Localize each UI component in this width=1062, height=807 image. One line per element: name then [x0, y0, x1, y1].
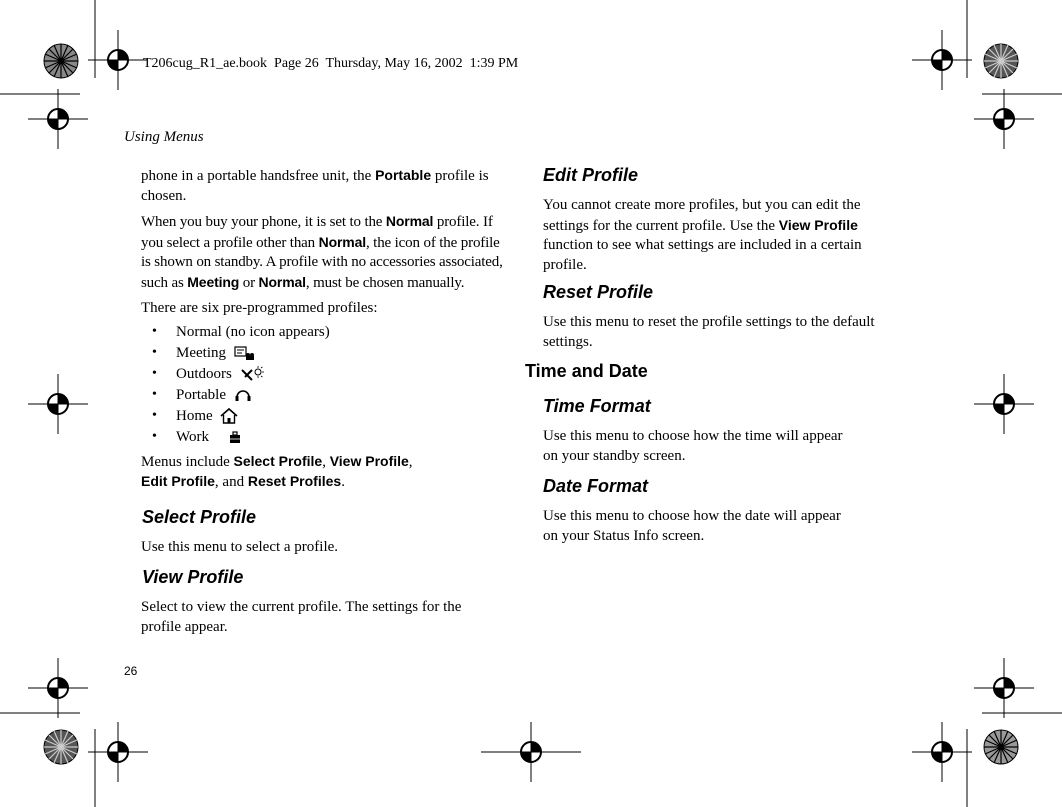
list-item: [152, 427, 511, 448]
text-run: on your standby screen.: [543, 447, 686, 464]
text-run: When you buy your phone, it is set to the: [141, 214, 386, 230]
ui-term-normal: Normal: [385, 213, 434, 229]
left-column: [141, 166, 511, 493]
paragraph-normal-profile: [141, 212, 511, 293]
text-run: profile is chosen.: [141, 168, 489, 204]
registration-target-right-lower: [974, 658, 1034, 718]
text-run: or: [239, 274, 259, 291]
registration-target-bottom-right: [912, 722, 972, 782]
text-run: Use this menu to choose how the date will appear: [543, 508, 841, 524]
list-item: [152, 364, 511, 385]
ui-term-reset-profiles: Reset Profiles: [247, 473, 342, 489]
registration-target-right-upper: [974, 89, 1034, 149]
list-item-label: Work: [176, 428, 209, 445]
paragraph-select-profile: Use this menu to select a profile.: [141, 539, 339, 555]
ui-term-portable: Portable: [375, 167, 432, 183]
heading-reset-profile: Reset Profile: [543, 282, 654, 302]
ui-term-normal: Normal: [318, 233, 366, 250]
text-run: , the icon of the profile is shown on standby. A profile with no accessories associated, such as: [141, 234, 503, 291]
registration-target-top-right: [912, 30, 972, 90]
list-item-label: Meeting: [176, 344, 226, 361]
paragraph-view-profile: Select to view the current profile. The settings for the profile appear.: [141, 599, 462, 635]
ui-term-meeting: Meeting: [187, 273, 240, 290]
list-item-label: Normal (no icon appears): [176, 323, 330, 340]
text-run: You cannot create more profiles, but you can edit the settings for the current profile. Use the: [543, 197, 861, 234]
registration-target-left-lower: [28, 658, 88, 718]
paragraph-edit-profile: [543, 196, 905, 275]
registration-target-bottom-center: [481, 722, 581, 782]
page-number: 26: [124, 664, 138, 678]
registration-target-left-upper: [28, 89, 88, 149]
star-target-top-right: [983, 43, 1019, 79]
paragraph-portable: [141, 166, 511, 206]
text-run: , and: [214, 474, 248, 490]
text-run: Use this menu to choose how the time will appear: [543, 428, 843, 444]
text-run: profile. If you select a profile other than: [141, 214, 493, 251]
star-target-bottom-right: [983, 729, 1019, 765]
text-run: ,: [408, 453, 413, 470]
heading-time-and-date: Time and Date: [525, 361, 648, 381]
ui-term-view-profile: View Profile: [329, 452, 409, 469]
list-item: [152, 406, 511, 427]
heading-edit-profile: Edit Profile: [543, 165, 639, 185]
star-target-bottom-left: [43, 729, 79, 765]
paragraph-time-format: [543, 427, 923, 466]
outdoors-icon: [240, 366, 264, 382]
ui-term-view-profile: View Profile: [778, 216, 858, 233]
registration-target-bottom-left: [88, 722, 148, 782]
list-item-label: Portable: [176, 386, 226, 403]
paragraph-date-format: [543, 507, 923, 546]
registration-target-top-left: [88, 30, 148, 90]
text-run: phone in a portable handsfree unit, the: [141, 168, 376, 184]
text-run: ,: [322, 453, 330, 470]
home-icon: [220, 408, 238, 424]
list-item-label: Home: [176, 407, 213, 424]
heading-view-profile: View Profile: [142, 567, 244, 587]
text-run: .: [341, 474, 345, 490]
ui-term-select-profile: Select Profile: [233, 452, 323, 469]
paragraph-six-profiles: There are six pre-programmed profiles:: [141, 300, 378, 316]
heading-select-profile: Select Profile: [142, 507, 257, 527]
list-item: [152, 322, 511, 343]
meeting-icon: [234, 346, 254, 360]
registration-target-right-middle: [974, 374, 1034, 434]
work-icon: [221, 430, 243, 444]
book-header-line: T206cug_R1_ae.book Page 26 Thursday, May 16, 2002 1:39 PM: [143, 56, 519, 71]
ui-term-normal: Normal: [258, 273, 306, 290]
heading-date-format: Date Format: [543, 476, 649, 496]
ui-term-edit-profile: Edit Profile: [141, 473, 215, 489]
paragraph-menus-include: [141, 452, 511, 493]
heading-time-format: Time Format: [543, 396, 651, 416]
text-run: on your Status Info screen.: [543, 527, 705, 544]
text-run: , must be chosen manually.: [305, 274, 465, 291]
profile-list: [152, 322, 511, 448]
headset-icon: [234, 386, 252, 404]
list-item: [152, 385, 511, 406]
text-run: Menus include: [141, 453, 234, 470]
running-head: Using Menus: [124, 129, 204, 145]
list-item: [152, 343, 511, 364]
registration-target-left-middle: [28, 374, 88, 434]
list-item-label: Outdoors: [176, 365, 232, 382]
star-target-top-left: [43, 43, 79, 79]
paragraph-reset-profile: Use this menu to reset the profile settings to the default settings.: [543, 314, 875, 350]
text-run: function to see what settings are included in a certain profile.: [543, 237, 862, 273]
